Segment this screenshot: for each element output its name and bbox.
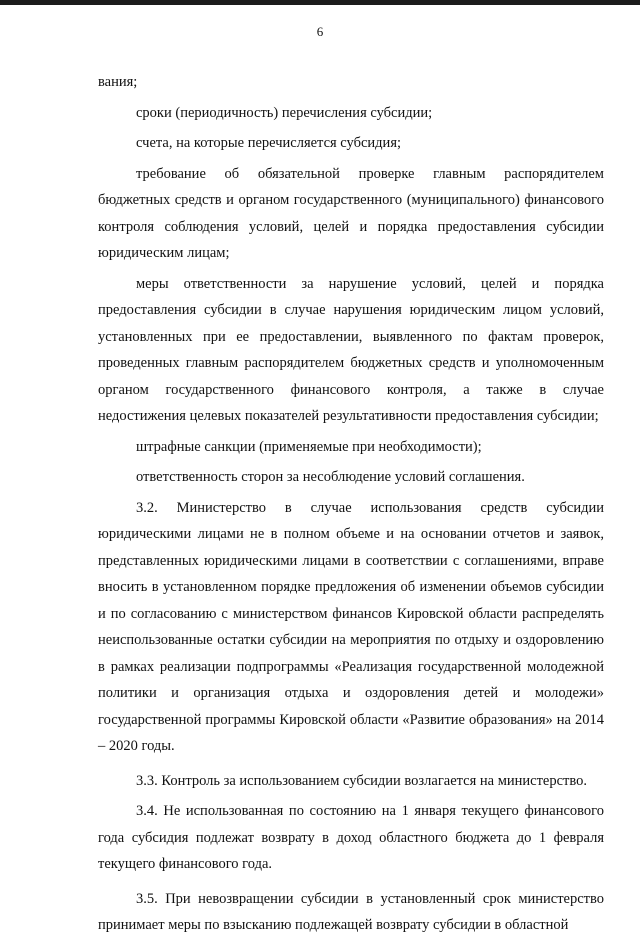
paragraph-section-3-4: 3.4. Не использованная по состоянию на 1 января текущего финансового года субсидия подлежат возврату в доход областного бюджета до 1 февраля текущего финансового года. <box>98 803 604 872</box>
paragraph-section-3-5: 3.5. При невозвращении субсидии в установленный срок министерство принимает меры по взысканию подлежащей возврату субсидии в областной <box>98 890 604 933</box>
paragraph-continuation: вания; <box>98 74 138 90</box>
paragraph-list-item: сроки (периодичность) перечисления субсидии; <box>136 104 433 121</box>
paragraph-section-3-3: 3.3. Контроль за использованием субсидии возлагается на министерство. <box>136 772 588 789</box>
paragraph-list-item: штрафные санкции (применяемые при необходимости); <box>136 438 482 455</box>
document-body <box>98 69 604 939</box>
paragraph-section-3-2: 3.2. Министерство в случае использования средств субсидии юридическими лицами не в полном объеме и на основании отчетов и заявок, представленных юридическими лицами в соответствии с соглашениями, вправе вносить в установленном порядке предложения об изменении объемов субсидии и по согласованию с министерством финансов Кировской области распределять неиспользованные остатки субсидии на мероприятия по отдыху и оздоровлению в рамках реализации подпрограммы «Реализация государственной молодежной политики и организация отдыха и оздоровления детей и молодежи» государственной программы Кировской области «Развитие образования» на 2014 – 2020 годы. <box>98 499 604 754</box>
paragraph-list-item: меры ответственности за нарушение условий, целей и порядка предоставления субсидии в случае нарушения юридическим лицом условий, установленных при ее предоставлении, выявленного по фактам проверок, проведенных главным распорядителем бюджетных средств и уполномоченным органом государственного финансового контроля, а также в случае недостижения целевых показателей результативности предоставления субсидии; <box>98 275 604 424</box>
paragraph-list-item: требование об обязательной проверке главным распорядителем бюджетных средств и органом государственного (муниципального) финансового контроля соблюдения условий, целей и порядка предоставления субсидии юридическим лицам; <box>98 165 604 261</box>
paragraph-list-item: ответственность сторон за несоблюдение условий соглашения. <box>136 469 525 485</box>
paragraph-list-item: счета, на которые перечисляется субсидия; <box>136 135 402 151</box>
page-number: 6 <box>316 24 324 39</box>
scan-top-edge <box>0 0 640 5</box>
